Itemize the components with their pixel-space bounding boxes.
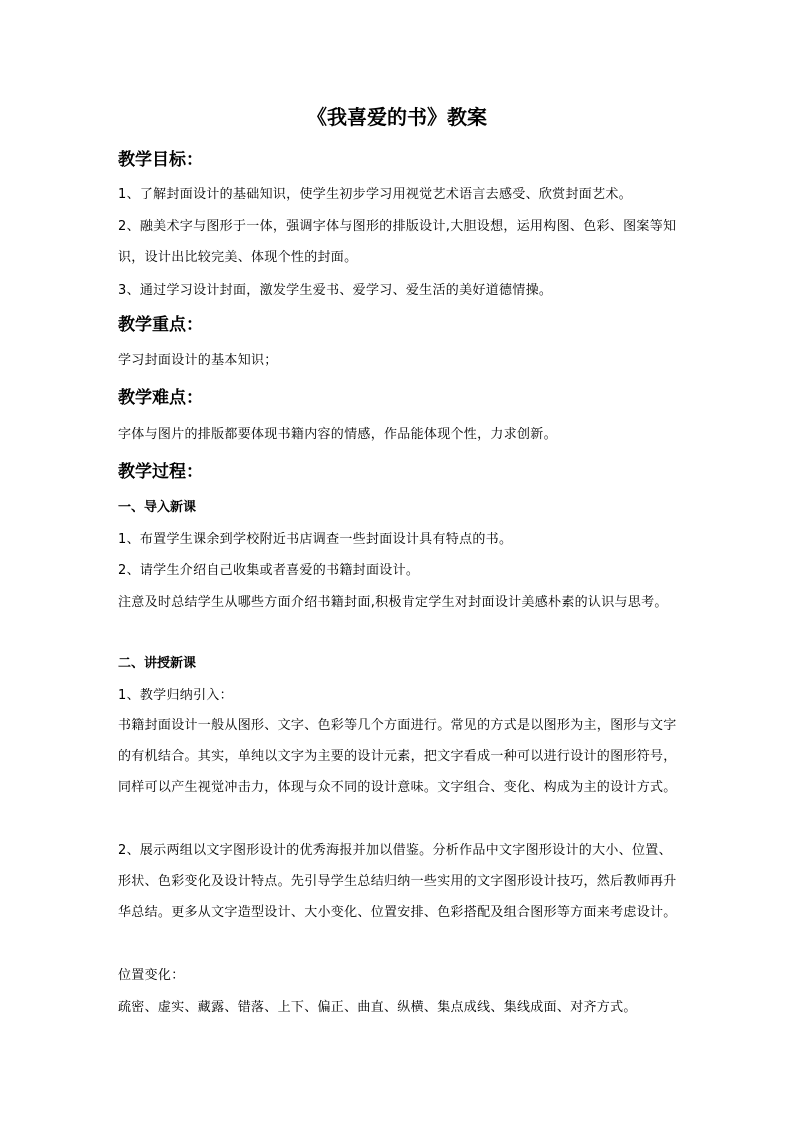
goals-heading: 教学目标： bbox=[118, 150, 203, 170]
position-change-list: 疏密、虚实、藏露、错落、上下、偏正、曲直、纵横、集点成线、集线成面、对齐方式。 bbox=[118, 1000, 637, 1015]
part1-item-1: 1、布置学生课余到学校附近书店调查一些封面设计具有特点的书。 bbox=[118, 532, 513, 547]
goal-item-1: 1、了解封面设计的基础知识，使学生初步学习用视觉艺术语言去感受、欣赏封面艺术。 bbox=[118, 187, 632, 202]
position-change-label: 位置变化： bbox=[118, 968, 185, 983]
process-heading: 教学过程： bbox=[118, 462, 203, 482]
part1-item-2: 2、请学生介绍自己收集或者喜爱的书籍封面设计。 bbox=[118, 563, 420, 578]
part1-heading: 一、导入新课 bbox=[118, 500, 197, 515]
key-points-heading: 教学重点： bbox=[118, 315, 203, 335]
goal-item-2: 2、融美术字与图形于一体，强调字体与图形的排版设计,大胆设想，运用构图、色彩、图案等知识，设计出比较完美、体现个性的封面。 bbox=[118, 219, 677, 265]
difficulties-text: 字体与图片的排版都要体现书籍内容的情感，作品能体现个性，力求创新。 bbox=[118, 427, 557, 442]
part2-item-2: 2、展示两组以文字图形设计的优秀海报并加以借鉴。分析作品中文字图形设计的大小、位置、形状、色彩变化及设计特点。先引导学生总结归纳一些实用的文字图形设计技巧，然后教师再升华总结。更多从文字造型设计、大小变化、位置安排、色彩搭配及组合图形等方面来考虑设计。 bbox=[118, 843, 677, 920]
difficulties-heading: 教学难点： bbox=[118, 388, 203, 408]
document-title: 《我喜爱的书》教案 bbox=[307, 105, 487, 129]
part2-item-1: 1、教学归纳引入： bbox=[118, 688, 233, 703]
key-points-text: 学习封面设计的基本知识； bbox=[118, 353, 278, 368]
part2-heading: 二、讲授新课 bbox=[118, 656, 197, 671]
part2-paragraph-1: 书籍封面设计一般从图形、文字、色彩等几个方面进行。常见的方式是以图形为主，图形与文字的有机结合。其实，单纯以文字为主要的设计元素，把文字看成一种可以进行设计的图形符号，同样可以产生视觉冲击力，体现与众不同的设计意味。文字组合、变化、构成为主的设计方式。 bbox=[118, 718, 677, 795]
goal-item-3: 3、通过学习设计封面，激发学生爱书、爱学习、爱生活的美好道德情操。 bbox=[118, 283, 553, 298]
part1-note: 注意及时总结学生从哪些方面介绍书籍封面,积极肯定学生对封面设计美感朴素的认识与思考。 bbox=[118, 595, 668, 610]
